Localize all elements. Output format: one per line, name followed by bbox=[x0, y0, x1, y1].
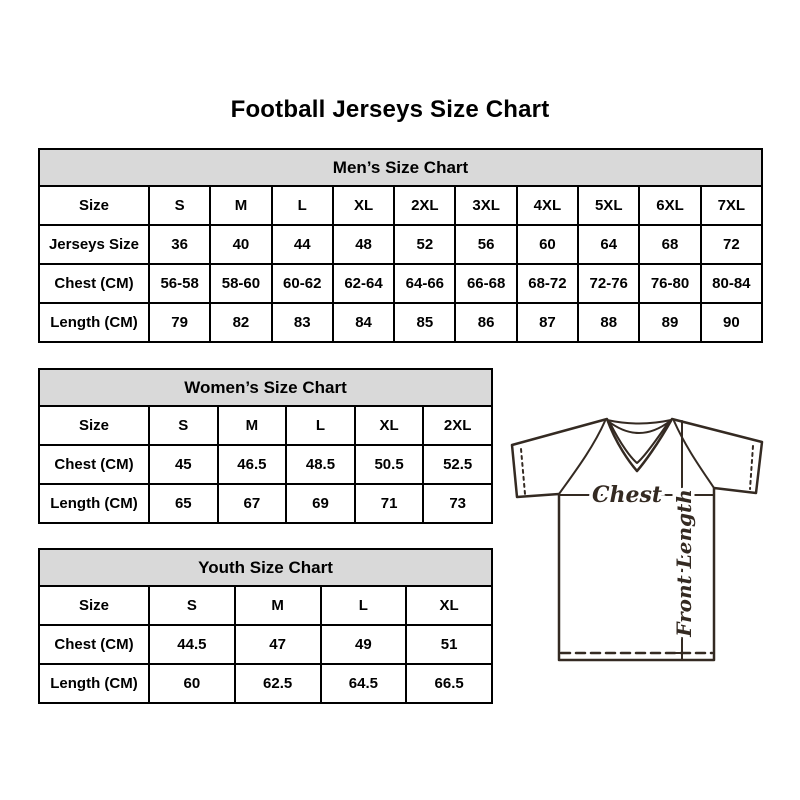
men-cell-r2-c0: 56-58 bbox=[149, 264, 210, 303]
men-cell-r2-c9: 80-84 bbox=[701, 264, 762, 303]
men-table-row-1 bbox=[39, 225, 762, 264]
men-cell-r3-c5: 86 bbox=[455, 303, 516, 342]
women-cell-r0-c0: S bbox=[149, 406, 218, 445]
women-cell-r1-c2: 48.5 bbox=[286, 445, 355, 484]
youth-table-title: Youth Size Chart bbox=[39, 549, 492, 586]
women-cell-r2-c1: 67 bbox=[218, 484, 287, 523]
men-cell-r2-c8: 76-80 bbox=[639, 264, 700, 303]
men-cell-r2-c1: 58-60 bbox=[210, 264, 271, 303]
men-cell-r3-c3: 84 bbox=[333, 303, 394, 342]
womens-table-title: Women’s Size Chart bbox=[39, 369, 492, 406]
youth-size-table bbox=[38, 548, 493, 704]
jersey-diagram-svg bbox=[504, 410, 772, 670]
mens-table-title: Men’s Size Chart bbox=[39, 149, 762, 186]
women-table-row-2 bbox=[39, 484, 492, 523]
men-cell-r1-c2: 44 bbox=[272, 225, 333, 264]
mens-table-header-row bbox=[39, 149, 762, 186]
men-cell-r0-c9: 7XL bbox=[701, 186, 762, 225]
women-cell-r0-c2: L bbox=[286, 406, 355, 445]
jersey-outline-shape bbox=[512, 419, 762, 660]
men-cell-r0-c7: 5XL bbox=[578, 186, 639, 225]
youth-row-label-0: Size bbox=[39, 586, 149, 625]
men-cell-r2-c4: 64-66 bbox=[394, 264, 455, 303]
youth-table-row-1 bbox=[39, 625, 492, 664]
youth-cell-r1-c3: 51 bbox=[406, 625, 492, 664]
chest-label: Chest bbox=[591, 482, 663, 508]
women-cell-r0-c1: M bbox=[218, 406, 287, 445]
men-cell-r2-c6: 68-72 bbox=[517, 264, 578, 303]
men-cell-r0-c2: L bbox=[272, 186, 333, 225]
men-cell-r1-c9: 72 bbox=[701, 225, 762, 264]
men-row-label-2: Chest (CM) bbox=[39, 264, 149, 303]
women-cell-r0-c4: 2XL bbox=[423, 406, 492, 445]
men-table-row-0 bbox=[39, 186, 762, 225]
men-cell-r0-c1: M bbox=[210, 186, 271, 225]
youth-cell-r1-c0: 44.5 bbox=[149, 625, 235, 664]
women-cell-r1-c3: 50.5 bbox=[355, 445, 424, 484]
collar-top-curve bbox=[607, 420, 671, 424]
men-row-label-3: Length (CM) bbox=[39, 303, 149, 342]
men-cell-r0-c0: S bbox=[149, 186, 210, 225]
women-row-label-2: Length (CM) bbox=[39, 484, 149, 523]
men-cell-r1-c3: 48 bbox=[333, 225, 394, 264]
women-cell-r2-c2: 69 bbox=[286, 484, 355, 523]
men-cell-r0-c6: 4XL bbox=[517, 186, 578, 225]
men-cell-r1-c5: 56 bbox=[455, 225, 516, 264]
womens-size-table bbox=[38, 368, 493, 524]
women-cell-r1-c4: 52.5 bbox=[423, 445, 492, 484]
jersey-measurement-diagram bbox=[504, 410, 772, 670]
men-row-label-1: Jerseys Size bbox=[39, 225, 149, 264]
youth-cell-r2-c0: 60 bbox=[149, 664, 235, 703]
men-cell-r3-c4: 85 bbox=[394, 303, 455, 342]
men-table-row-3 bbox=[39, 303, 762, 342]
women-row-label-0: Size bbox=[39, 406, 149, 445]
women-table-row-0 bbox=[39, 406, 492, 445]
men-cell-r0-c4: 2XL bbox=[394, 186, 455, 225]
men-cell-r3-c0: 79 bbox=[149, 303, 210, 342]
youth-cell-r2-c1: 62.5 bbox=[235, 664, 321, 703]
men-cell-r3-c9: 90 bbox=[701, 303, 762, 342]
men-cell-r3-c8: 89 bbox=[639, 303, 700, 342]
men-table-row-2 bbox=[39, 264, 762, 303]
youth-cell-r1-c2: 49 bbox=[321, 625, 407, 664]
women-cell-r2-c0: 65 bbox=[149, 484, 218, 523]
youth-table-row-2 bbox=[39, 664, 492, 703]
youth-cell-r1-c1: 47 bbox=[235, 625, 321, 664]
page-title: Football Jerseys Size Chart bbox=[230, 96, 550, 123]
women-cell-r1-c1: 46.5 bbox=[218, 445, 287, 484]
youth-cell-r2-c3: 66.5 bbox=[406, 664, 492, 703]
youth-table-header-row bbox=[39, 549, 492, 586]
men-cell-r3-c1: 82 bbox=[210, 303, 271, 342]
women-table-row-1 bbox=[39, 445, 492, 484]
women-row-label-1: Chest (CM) bbox=[39, 445, 149, 484]
men-cell-r1-c0: 36 bbox=[149, 225, 210, 264]
front-length-label: Front Length bbox=[672, 489, 696, 637]
womens-table-header-row bbox=[39, 369, 492, 406]
youth-cell-r0-c3: XL bbox=[406, 586, 492, 625]
men-cell-r2-c3: 62-64 bbox=[333, 264, 394, 303]
men-cell-r2-c7: 72-76 bbox=[578, 264, 639, 303]
men-cell-r3-c2: 83 bbox=[272, 303, 333, 342]
men-cell-r3-c7: 88 bbox=[578, 303, 639, 342]
men-cell-r2-c5: 66-68 bbox=[455, 264, 516, 303]
youth-row-label-2: Length (CM) bbox=[39, 664, 149, 703]
youth-cell-r2-c2: 64.5 bbox=[321, 664, 407, 703]
youth-row-label-1: Chest (CM) bbox=[39, 625, 149, 664]
men-cell-r3-c6: 87 bbox=[517, 303, 578, 342]
men-cell-r1-c8: 68 bbox=[639, 225, 700, 264]
men-cell-r1-c6: 60 bbox=[517, 225, 578, 264]
women-cell-r2-c3: 71 bbox=[355, 484, 424, 523]
men-cell-r1-c4: 52 bbox=[394, 225, 455, 264]
men-cell-r1-c7: 64 bbox=[578, 225, 639, 264]
men-cell-r0-c8: 6XL bbox=[639, 186, 700, 225]
youth-cell-r0-c0: S bbox=[149, 586, 235, 625]
women-cell-r2-c4: 73 bbox=[423, 484, 492, 523]
mens-size-table bbox=[38, 148, 763, 343]
women-cell-r1-c0: 45 bbox=[149, 445, 218, 484]
youth-cell-r0-c1: M bbox=[235, 586, 321, 625]
men-cell-r0-c3: XL bbox=[333, 186, 394, 225]
men-cell-r1-c1: 40 bbox=[210, 225, 271, 264]
men-cell-r2-c2: 60-62 bbox=[272, 264, 333, 303]
men-row-label-0: Size bbox=[39, 186, 149, 225]
youth-table-row-0 bbox=[39, 586, 492, 625]
youth-cell-r0-c2: L bbox=[321, 586, 407, 625]
men-cell-r0-c5: 3XL bbox=[455, 186, 516, 225]
women-cell-r0-c3: XL bbox=[355, 406, 424, 445]
